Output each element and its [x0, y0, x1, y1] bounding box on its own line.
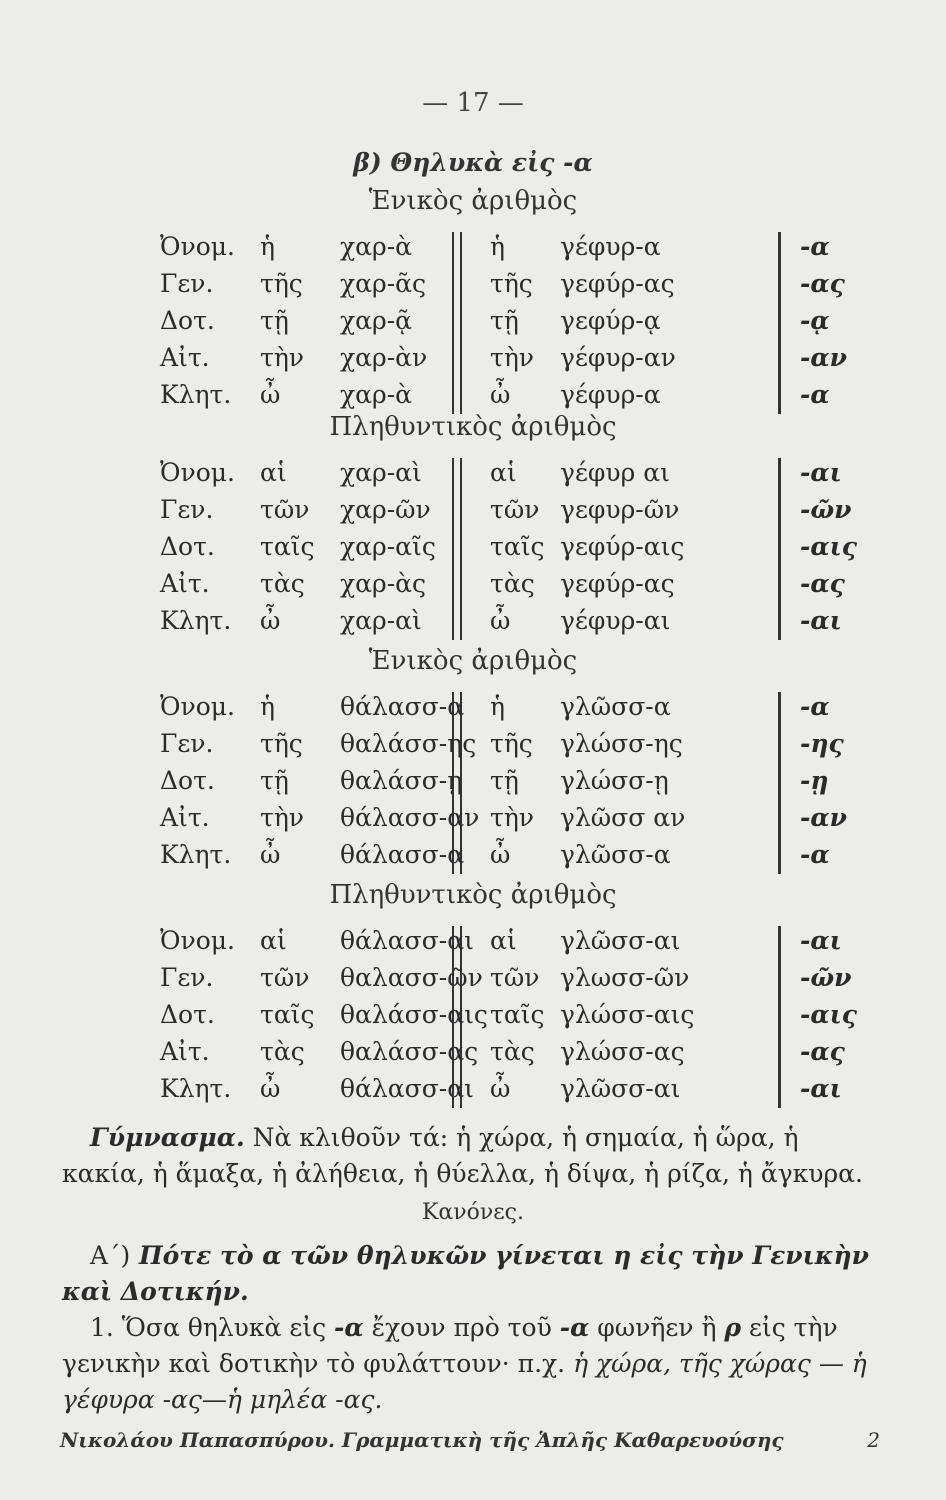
rule-1-example: ἡ χώρα, τῆς χώρας — ἡ γέφυρα -ας—ἡ μηλέα -ας.	[62, 1349, 867, 1414]
table-row: Αἰτ. τὴν θάλασσ-αν τὴν γλῶσσ αν -αν	[160, 803, 847, 832]
table-row: Γεν. τῶν χαρ-ῶν τῶν γεφυρ-ῶν -ῶν	[160, 495, 852, 524]
table-row: Ὀνομ. αἱ θάλασσ-αι αἱ γλῶσσ-αι -αι	[160, 926, 842, 955]
declension-table-1	[160, 228, 880, 413]
rule-a-paragraph	[62, 1238, 872, 1310]
table-row: Γεν. τῶν θαλασσ-ῶν τῶν γλωσσ-ῶν -ῶν	[160, 963, 852, 992]
table-3-title: Ἑνικὸς ἀριθμὸς	[368, 646, 578, 676]
rule-1-text: φωνῆεν ἢ	[589, 1313, 725, 1342]
rule-1-paragraph	[62, 1310, 872, 1418]
letter-rho: ρ	[724, 1313, 742, 1342]
rule-a-text: Πότε τὸ α τῶν θηλυκῶν γίνεται η εἰς τὴν Γενικὴν καὶ Δοτικήν.	[62, 1241, 869, 1306]
table-2-title: Πληθυντικὸς ἀριθμὸς	[329, 412, 617, 442]
page-number: — 17 —	[422, 88, 524, 118]
section-title: β) Θηλυκὰ εἰς -α	[353, 148, 593, 177]
table-row: Δοτ. ταῖς θαλάσσ-αις ταῖς γλώσσ-αις -αις	[160, 1000, 857, 1029]
table-4-title: Πληθυντικὸς ἀριθμὸς	[329, 880, 617, 910]
ending-a: -α	[334, 1313, 364, 1342]
ending-a: -α	[559, 1313, 590, 1342]
table-row: Αἰτ. τὰς χαρ-ὰς τὰς γεφύρ-ας -ας	[160, 569, 845, 598]
table-row: Κλητ. ὦ θάλασσ-αι ὦ γλῶσσ-αι -αι	[160, 1074, 842, 1103]
footer	[60, 1428, 880, 1452]
declension-table-2	[160, 454, 880, 639]
table-row: Αἰτ. τὴν χαρ-ὰν τὴν γέφυρ-αν -αν	[160, 343, 847, 372]
exercise-label: Γύμνασμα.	[90, 1123, 245, 1152]
exercise-text: Νὰ κλιθοῦν τά: ἡ χώρα, ἡ σημαία, ἡ ὥρα, ἡ κακία, ἡ ἅμαξα, ἡ ἀλήθεια, ἡ θύελλα, ἡ δίψα, ἡ ρίζα, ἡ ἄγκυρα.	[62, 1123, 864, 1188]
declension-table-4	[160, 922, 880, 1107]
rules-title: Κανόνες.	[422, 1200, 524, 1225]
table-row: Ὀνομ. ἡ θάλασσ-α ἡ γλῶσσ-α -α	[160, 692, 830, 721]
table-row: Δοτ. τῇ θαλάσσ-ῃ τῇ γλώσσ-ῃ -ῃ	[160, 766, 829, 795]
exercise-paragraph	[62, 1120, 872, 1192]
table-row: Κλητ. ὦ χαρ-αὶ ὦ γέφυρ-αι -αι	[160, 606, 842, 635]
table-row: Ὀνομ. ἡ χαρ-ὰ ἡ γέφυρ-α -α	[160, 232, 830, 261]
declension-table-3	[160, 688, 880, 873]
table-row: Γεν. τῆς χαρ-ᾶς τῆς γεφύρ-ας -ας	[160, 269, 845, 298]
rule-1-text: εἰς τὴν γενικὴν καὶ δοτικὴν τὸ φυλάττουν· π.χ.	[62, 1313, 838, 1378]
table-1-title: Ἑνικὸς ἀριθμὸς	[368, 186, 578, 216]
table-row: Δοτ. τῇ χαρ-ᾷ τῇ γεφύρ-ᾳ -ᾳ	[160, 306, 830, 335]
rule-1-text: 1. Ὅσα θηλυκὰ εἰς	[90, 1313, 335, 1342]
table-row: Κλητ. ὦ θάλασσ-α ὦ γλῶσσ-α -α	[160, 840, 830, 869]
table-row: Δοτ. ταῖς χαρ-αῖς ταῖς γεφύρ-αις -αις	[160, 532, 857, 561]
rule-a-label: Α΄)	[90, 1241, 131, 1270]
rule-1-text: ἔχουν πρὸ τοῦ	[363, 1313, 560, 1342]
table-row: Αἰτ. τὰς θαλάσσ-ας τὰς γλώσσ-ας -ας	[160, 1037, 845, 1066]
table-row: Ὀνομ. αἱ χαρ-αὶ αἱ γέφυρ αι -αι	[160, 458, 842, 487]
table-row: Κλητ. ὦ χαρ-ὰ ὦ γέφυρ-α -α	[160, 380, 830, 409]
footer-text: Νικολάου Παπασπύρου. Γραμματικὴ τῆς Ἁπλῆς Καθαρευούσης	[60, 1428, 784, 1452]
signature-number: 2	[867, 1428, 880, 1452]
table-row: Γεν. τῆς θαλάσσ-ης τῆς γλώσσ-ης -ης	[160, 729, 844, 758]
